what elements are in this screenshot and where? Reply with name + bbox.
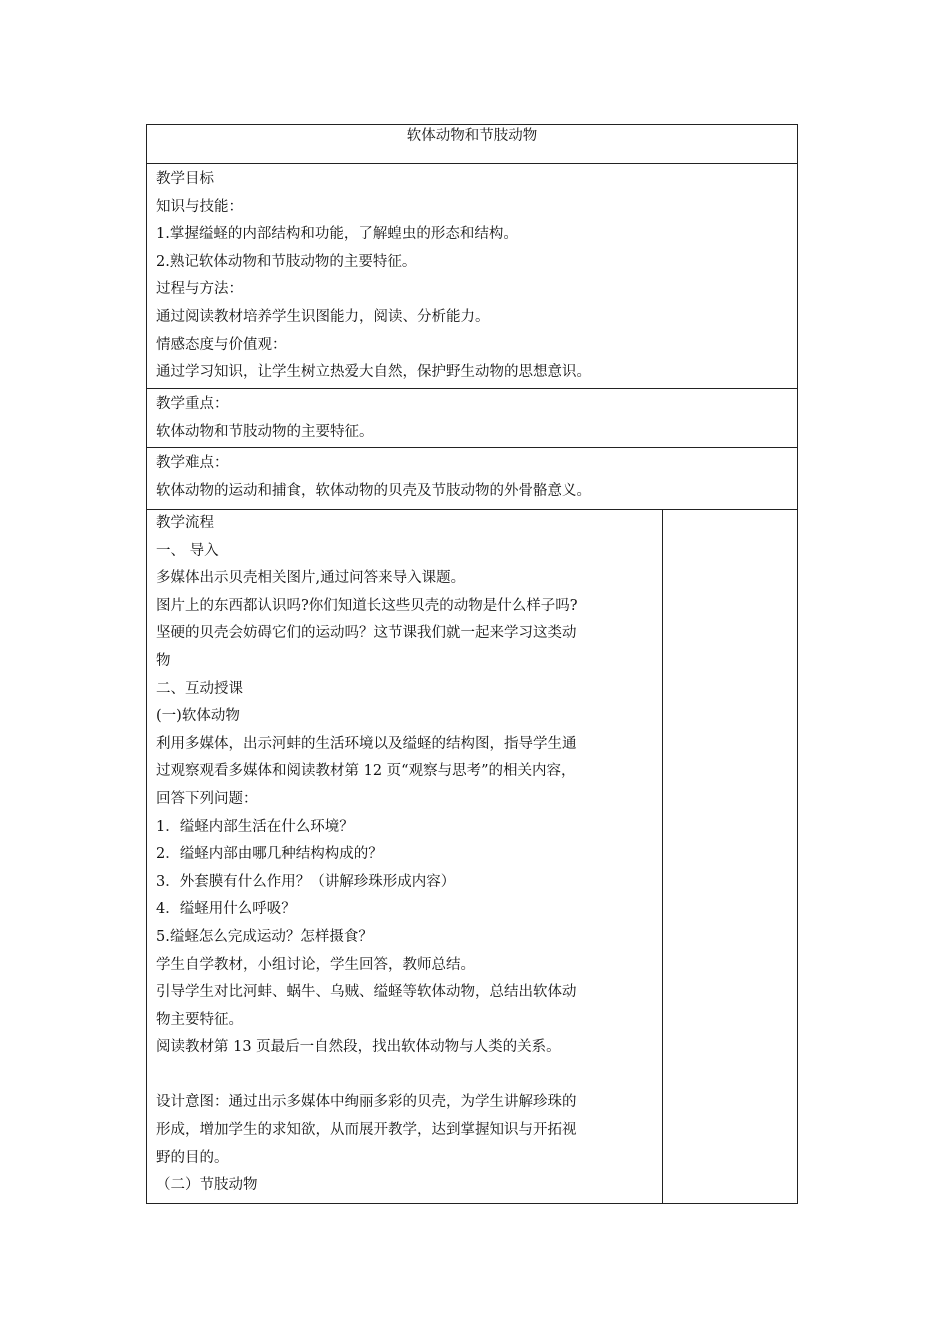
objectives-line: 通过学习知识，让学生树立热爱大自然，保护野生动物的思想意识。	[156, 364, 591, 381]
process-line: 利用多媒体，出示河蚌的生活环境以及缢蛏的结构图，指导学生通	[156, 735, 577, 752]
objectives-line: 情感态度与价值观：	[156, 336, 287, 353]
process-line: 4．缢蛏用什么呼吸？	[156, 901, 296, 918]
key-points-section	[147, 389, 797, 448]
process-line: 图片上的东西都认识吗?你们知道长这些贝壳的动物是什么样子吗?	[156, 597, 578, 614]
process-line: 物主要特征。	[156, 1011, 243, 1028]
process-line: 引导学生对比河蚌、蜗牛、乌贼、缢蛏等软体动物，总结出软体动	[156, 984, 577, 1001]
process-blank-line	[156, 1062, 656, 1090]
process-line: 物	[156, 652, 171, 669]
objectives-line: 1.掌握缢蛏的内部结构和功能，了解蝗虫的形态和结构。	[156, 226, 518, 243]
process-line: 二、互动授课	[156, 680, 243, 697]
lesson-title-row	[147, 125, 797, 164]
lesson-title: 软体动物和节肢动物	[406, 128, 538, 144]
process-line: 设计意图：通过出示多媒体中绚丽多彩的贝壳，为学生讲解珍珠的	[156, 1094, 577, 1111]
objectives-line: 知识与技能：	[156, 198, 243, 215]
lesson-plan-table	[146, 124, 798, 1204]
process-line: 阅读教材第 13 页最后一自然段，找出软体动物与人类的关系。	[156, 1039, 561, 1056]
process-line: (一)软体动物	[156, 708, 240, 725]
process-line: 形成，增加学生的求知欲，从而展开教学，达到掌握知识与开拓视	[156, 1122, 577, 1139]
difficulties-heading: 教学难点：	[156, 455, 229, 471]
objectives-line: 过程与方法：	[156, 281, 243, 298]
process-line: 过观察观看多媒体和阅读教材第 12 页“观察与思考”的相关内容，	[156, 763, 576, 780]
process-line: 3．外套膜有什么作用？（讲解珍珠形成内容）	[156, 873, 456, 890]
objectives-section	[147, 164, 797, 389]
process-line: 坚硬的贝壳会妨碍它们的运动吗？这节课我们就一起来学习这类动	[156, 625, 577, 642]
process-line: 一、 导入	[156, 542, 219, 559]
difficulties-text: 软体动物的运动和捕食，软体动物的贝壳及节肢动物的外骨骼意义。	[156, 482, 591, 499]
objectives-heading: 教学目标	[156, 171, 214, 187]
difficulties-section	[147, 448, 797, 510]
key-points-text: 软体动物和节肢动物的主要特征。	[156, 423, 374, 440]
process-line: 2．缢蛏内部由哪几种结构构成的？	[156, 846, 383, 863]
process-line: 野的目的。	[156, 1149, 229, 1166]
process-line: 1．缢蛏内部生活在什么环境？	[156, 818, 354, 835]
objectives-line: 2.熟记软体动物和节肢动物的主要特征。	[156, 253, 417, 270]
process-line: 学生自学教材，小组讨论，学生回答，教师总结。	[156, 956, 475, 973]
key-points-heading: 教学重点：	[156, 396, 229, 412]
process-line: 5.缢蛏怎么完成运动？怎样摄食？	[156, 928, 373, 945]
process-heading: 教学流程	[156, 515, 214, 531]
process-main-cell	[147, 510, 663, 1203]
process-line: 多媒体出示贝壳相关图片,通过问答来导入课题。	[156, 570, 466, 587]
process-line: （二）节肢动物	[156, 1177, 258, 1194]
process-section	[147, 510, 797, 1203]
process-notes-cell	[663, 510, 797, 1203]
process-line: 回答下列问题：	[156, 790, 258, 807]
objectives-line: 通过阅读教材培养学生识图能力，阅读、分析能力。	[156, 308, 490, 325]
